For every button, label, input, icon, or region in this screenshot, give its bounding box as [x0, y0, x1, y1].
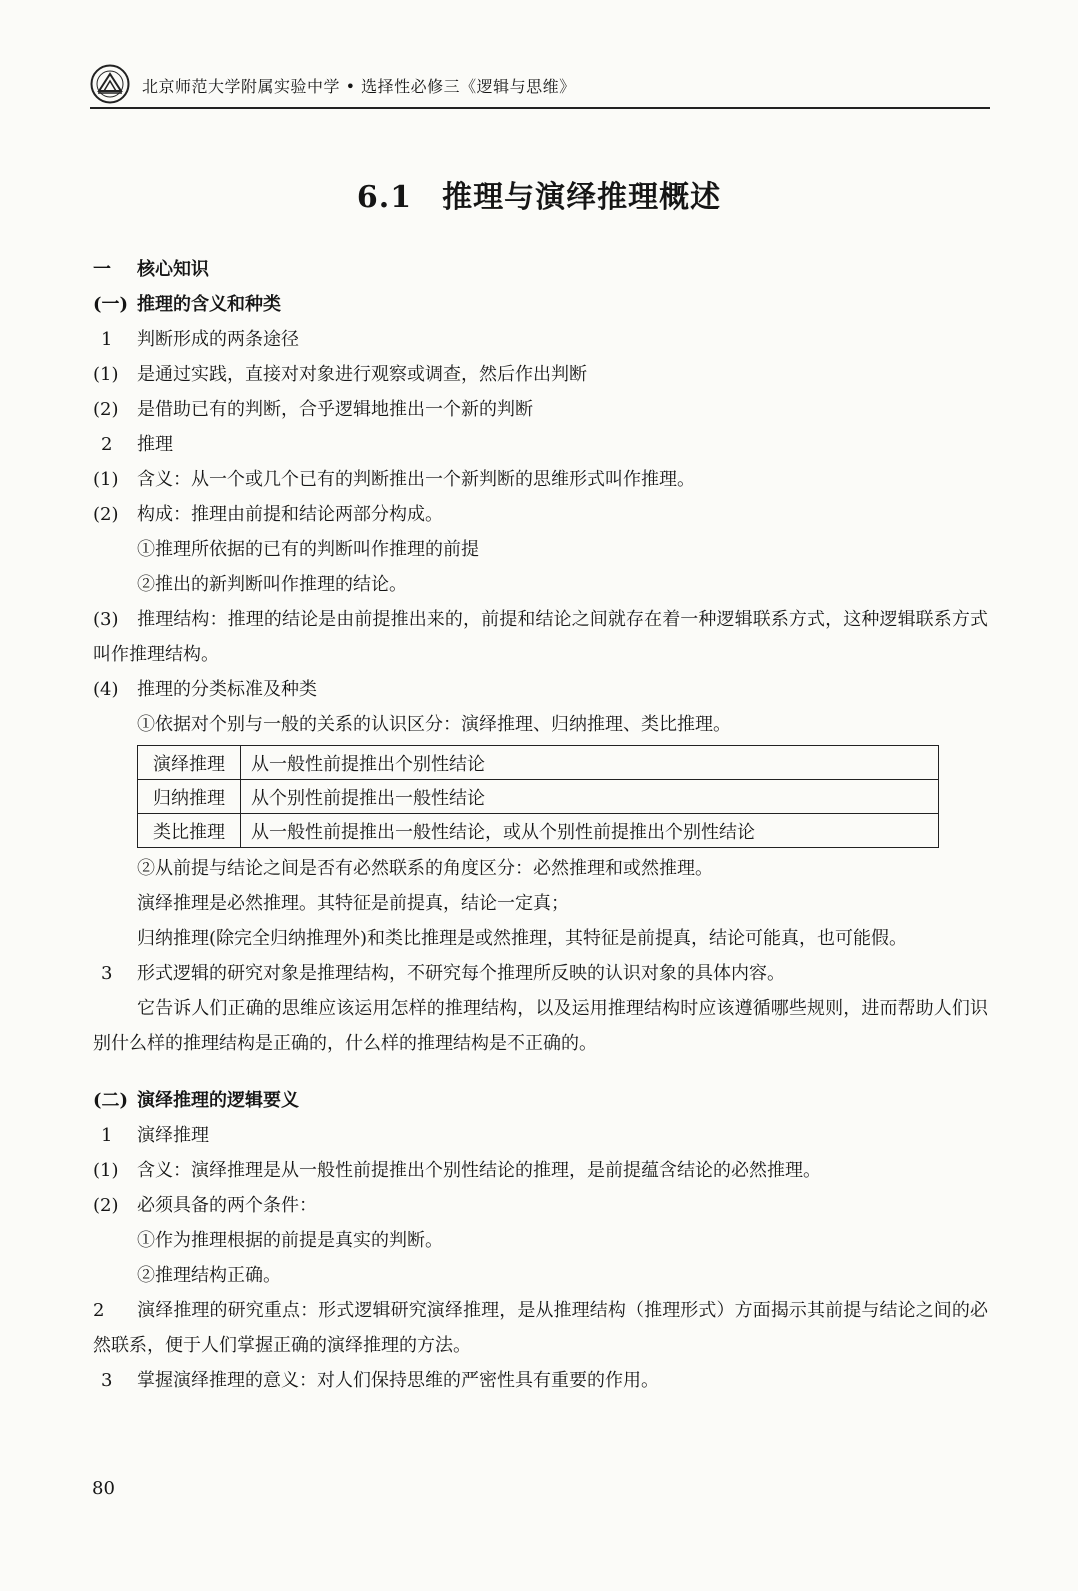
list-item: ②推理结构正确。 — [137, 1265, 281, 1286]
table-cell: 从一般性前提推出个别性结论 — [241, 746, 939, 780]
list-item: 2 推理 — [101, 434, 173, 455]
school-logo-icon — [90, 64, 130, 104]
list-item: 3 形式逻辑的研究对象是推理结构，不研究每个推理所反映的认识对象的具体内容。 — [101, 963, 785, 984]
subheading-deductive-inference: (二) 演绎推理的逻辑要义 — [93, 1090, 299, 1111]
list-item: ①推理所依据的已有的判断叫作推理的前提 — [137, 539, 479, 560]
section-number: 6.1 — [356, 180, 413, 215]
table-cell: 类比推理 — [138, 814, 241, 848]
list-item: (1) 含义：从一个或几个已有的判断推出一个新判断的思维形式叫作推理。 — [93, 469, 695, 490]
paragraph: 它告诉人们正确的思维应该运用怎样的推理结构，以及运用推理结构时应该遵循哪些规则，进而帮助人们识别什么样的推理结构是正确的，什么样的推理结构是不正确的。 — [93, 998, 988, 1054]
table-row — [138, 746, 939, 780]
header-rule — [90, 107, 990, 109]
page-title — [0, 172, 1078, 216]
list-item: (2) 是借助已有的判断，合乎逻辑地推出一个新的判断 — [93, 399, 533, 420]
paragraph: 归纳推理(除完全归纳推理外)和类比推理是或然推理，其特征是前提真，结论可能真，也可能假。 — [137, 928, 908, 949]
heading-core-knowledge: 一 核心知识 — [93, 259, 209, 280]
table-cell: 从个别性前提推出一般性结论 — [241, 780, 939, 814]
inference-classification-table — [137, 745, 939, 848]
list-item: ①依据对个别与一般的关系的认识区分：演绎推理、归纳推理、类比推理。 — [137, 714, 731, 735]
header-title: 北京师范大学附属实验中学 • 选择性必修三《逻辑与思维》 — [142, 77, 576, 96]
table-row — [138, 780, 939, 814]
list-item-wrapped: (3) 推理结构：推理的结论是由前提推出来的，前提和结论之间就存在着一种逻辑联系方式，这种逻辑联系方式叫作推理结构。 — [93, 609, 988, 665]
main-content — [93, 252, 988, 1398]
section-title: 推理与演绎推理概述 — [442, 180, 722, 215]
subheading-inference-types: (一) 推理的含义和种类 — [93, 294, 281, 315]
list-item: ②从前提与结论之间是否有必然联系的角度区分：必然推理和或然推理。 — [137, 858, 713, 879]
list-item: (1) 是通过实践，直接对对象进行观察或调查，然后作出判断 — [93, 364, 587, 385]
table-cell: 从一般性前提推出一般性结论，或从个别性前提推出个别性结论 — [241, 814, 939, 848]
list-item: 1 判断形成的两条途径 — [101, 329, 299, 350]
list-item: 演绎推理是必然推理。其特征是前提真，结论一定真； — [137, 893, 569, 914]
table-row — [138, 814, 939, 848]
list-item: ①作为推理根据的前提是真实的判断。 — [137, 1230, 443, 1251]
list-item-wrapped: 2 演绎推理的研究重点：形式逻辑研究演绎推理，是从推理结构（推理形式）方面揭示其前提与结论之间的必然联系，便于人们掌握正确的演绎推理的方法。 — [93, 1300, 988, 1356]
table-cell: 归纳推理 — [138, 780, 241, 814]
list-item: (2) 构成：推理由前提和结论两部分构成。 — [93, 504, 443, 525]
page-number: 80 — [92, 1478, 115, 1499]
list-item: 1 演绎推理 — [101, 1125, 209, 1146]
list-item: (1) 含义：演绎推理是从一般性前提推出个别性结论的推理，是前提蕴含结论的必然推理。 — [93, 1160, 821, 1181]
table-cell: 演绎推理 — [138, 746, 241, 780]
list-item: (2) 必须具备的两个条件： — [93, 1195, 317, 1216]
running-header — [90, 62, 990, 110]
list-item: (4) 推理的分类标准及种类 — [93, 679, 317, 700]
list-item: 3 掌握演绎推理的意义：对人们保持思维的严密性具有重要的作用。 — [101, 1370, 659, 1391]
list-item: ②推出的新判断叫作推理的结论。 — [137, 574, 407, 595]
